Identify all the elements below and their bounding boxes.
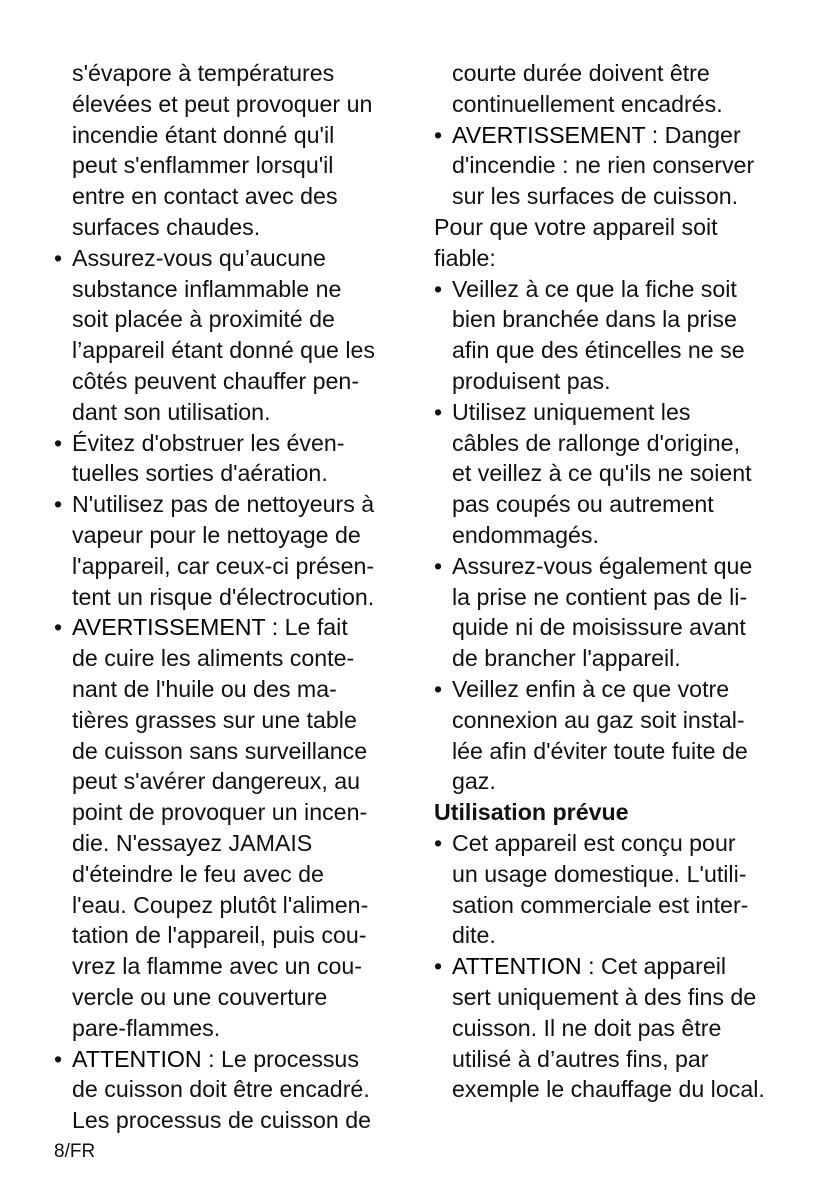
bullet-warning-oil-fire: [54, 612, 416, 1043]
bullet-text: N'utilisez pas de nettoyeurs à vapeur pour le nettoyage de l'appareil, car ceux-ci présen- tent un risque d'électrocution.: [72, 491, 375, 610]
bullet-inflammable-substances: [54, 243, 416, 428]
warning-label: AVERTISSEMENT :: [72, 614, 279, 641]
attention-label: ATTENTION :: [452, 953, 595, 980]
bullet-plug: [434, 274, 796, 397]
bullet-text: Le processus de cuisson doit être encadré. Les processus de cuisson de: [72, 1045, 372, 1134]
page-number: 8/FR: [54, 1141, 96, 1162]
bullet-steam-cleaners: [54, 489, 416, 612]
bullet-text: Assurez-vous qu’aucune substance inflammable ne soit placée à proximité de l’appareil étant donné que les côtés peuvent chauffer pen- dant son utilisation.: [72, 244, 375, 425]
section-heading-intended-use: Utilisation prévue: [434, 799, 629, 826]
bullet-gas-connection: [434, 674, 796, 797]
bullet-warning-fire-danger: [434, 120, 796, 212]
right-continuation-text: courte durée doivent être continuellement encadrés.: [452, 60, 723, 117]
warning-label: AVERTISSEMENT :: [452, 121, 659, 148]
bullet-attention-supervision: [54, 1044, 416, 1136]
bullet-text: Le fait de cuire les aliments conte- nant de l'huile ou des ma- tières grasses sur une table de cuisson sans surveillance peut s'avérer dangereux, au point de provoquer un incen- die. N'essayez JAMAIS d'éteindre le feu avec de l'eau. Coupez plutôt l'alimen- tation de l'appareil, puis cou- vrez la flamme avec un cou- vercle ou une couverture pare-flammes.: [72, 614, 369, 1041]
bullet-ventilation: [54, 428, 416, 490]
right-column: [434, 58, 796, 1105]
left-column: [54, 58, 416, 1136]
bullet-text: Veillez enfin à ce que votre connexion au gaz soit instal- lée afin d'éviter toute fuite de gaz.: [452, 675, 748, 795]
reliability-intro: Pour que votre appareil soit fiable:: [434, 213, 718, 271]
bullet-text: Évitez d'obstruer les éven- tuelles sorties d'aération.: [72, 429, 345, 487]
bullet-text: Veillez à ce que la fiche soit bien branchée dans la prise afin que des étincelles ne se produisent pas.: [452, 275, 745, 394]
bullet-text: Utilisez uniquement les câbles de rallonge d'origine, et veillez à ce qu'ils ne soient pas coupés ou autrement endommagés.: [452, 398, 752, 548]
attention-label: ATTENTION :: [72, 1045, 215, 1072]
bullet-domestic-use: [434, 828, 796, 951]
bullet-socket-moisture: [434, 551, 796, 674]
bullet-text: Assurez-vous également que la prise ne contient pas de li- quide ni de moisissure avant de brancher l'appareil.: [452, 552, 753, 672]
bullet-attention-cooking-only: [434, 951, 796, 1105]
bullet-text: Cet appareil sert uniquement à des fins de cuisson. Il ne doit pas être utilisé à d’autres fins, par exemple le chauffage du local.: [452, 953, 765, 1103]
bullet-text: Danger d'incendie : ne rien conserver sur les surfaces de cuisson.: [452, 121, 755, 210]
left-continuation-text: s'évapore à températures élevées et peut provoquer un incendie étant donné qu'il peut s'enflammer lorsqu'il entre en contact avec des surfaces chaudes.: [72, 60, 373, 240]
bullet-extension-cables: [434, 397, 796, 551]
bullet-text: Cet appareil est conçu pour un usage domestique. L'utili- sation commerciale est inter- dite.: [452, 829, 749, 949]
